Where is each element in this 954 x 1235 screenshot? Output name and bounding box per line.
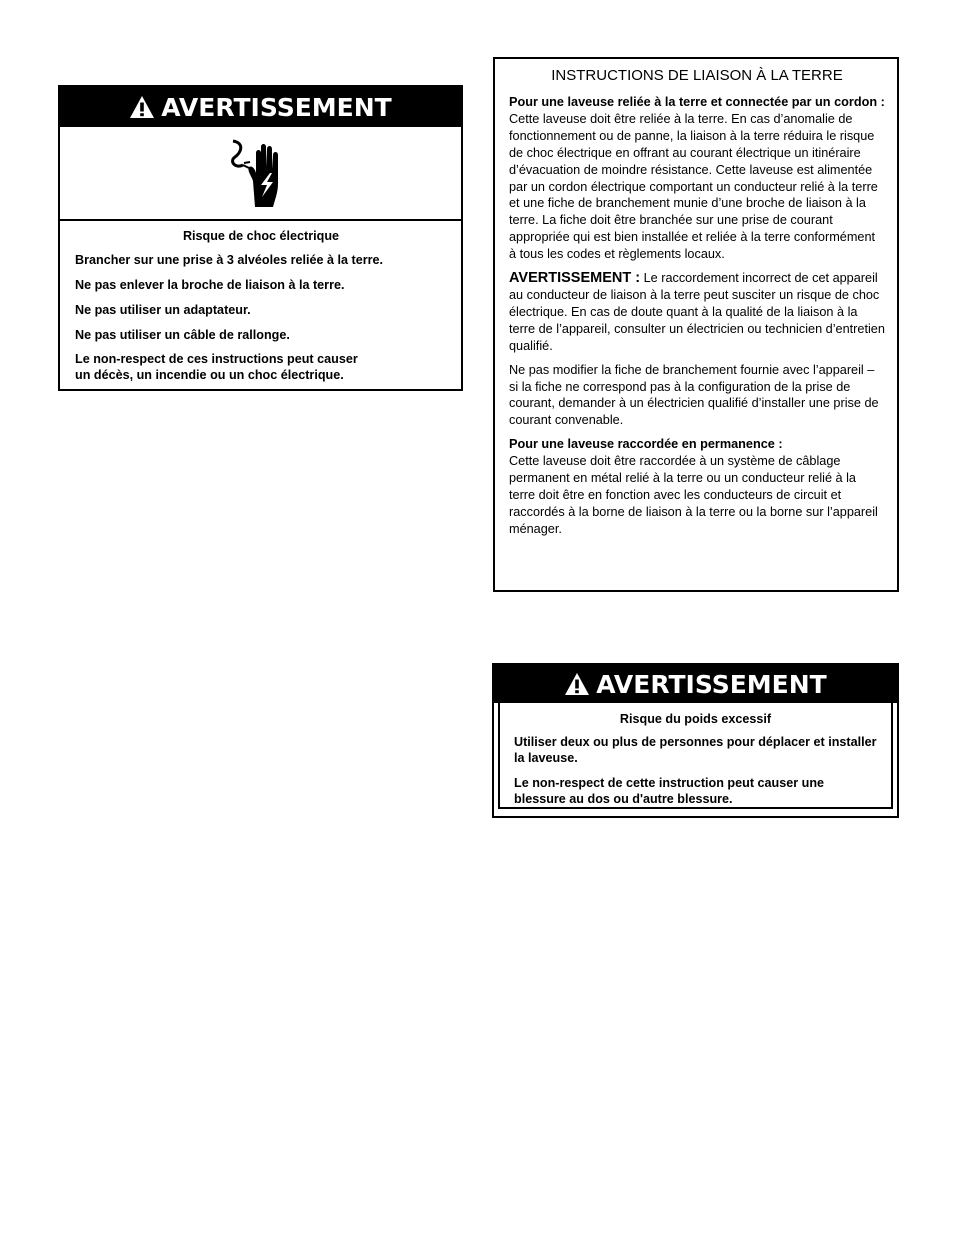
grounding-title: INSTRUCTIONS DE LIAISON À LA TERRE <box>551 67 843 84</box>
instruction-line: Ne pas utiliser un adaptateur. <box>75 303 251 317</box>
warning-triangle-icon <box>129 95 155 119</box>
grounding-instructions-box <box>493 57 899 592</box>
warning-header <box>60 87 461 127</box>
electric-shock-hand-icon <box>225 135 297 211</box>
warning-title: AVERTISSEMENT <box>596 669 827 699</box>
excess-weight-warning-box <box>492 663 899 818</box>
permanent-heading: Pour une laveuse raccordée en permanence : <box>509 437 783 452</box>
hazard-title: Risque du poids excessif <box>619 712 772 726</box>
warning-header <box>494 665 897 703</box>
corded-section <box>509 94 885 263</box>
plug-text: Ne pas modifier la fiche de branchement fournie avec l’appareil – si la fiche ne correspond pas à la configuration de la prise de courant, demander à un électricien qualifié d’installer une prise de courant convenable. <box>509 362 879 428</box>
permanent-section <box>509 436 885 537</box>
hazard-title: Risque de choc électrique <box>182 229 340 243</box>
consequence-line-1: Le non-respect de ces instructions peut causer <box>75 352 358 366</box>
corded-heading: Pour une laveuse reliée à la terre et connectée par un cordon : <box>509 95 885 109</box>
instruction-line: Ne pas utiliser un câble de rallonge. <box>75 328 290 342</box>
icon-area <box>60 127 461 221</box>
corded-text: Cette laveuse doit être reliée à la terre. En cas d’anomalie de fonctionnement ou de panne, la liaison à la terre réduira le risque de choc électrique en offrant au courant électrique un itinéraire d’évacuation de moindre résistance. Cette laveuse est alimentée par un cordon électrique comportant un conducteur relié à la terre et une fiche de branchement munie d’une broche de liaison à la terre. La fiche doit être branchée sur une prise de courant appropriée qui est bien installée et reliée à la terre conformément à tous les codes et règlements locaux. <box>509 111 878 262</box>
instruction-line: Utiliser deux ou plus de personnes pour déplacer et installer la laveuse. <box>514 735 877 765</box>
consequence-text: Le non-respect de cette instruction peut causer une blessure au dos ou d'autre blessure. <box>514 776 825 806</box>
grounding-warning <box>509 270 885 355</box>
permanent-text: Cette laveuse doit être raccordée à un système de câblage permanent en métal relié à la terre ou un conducteur relié à la terre doit être en fonction avec les conducteurs de circuit et raccordés à la borne de liaison à la terre ou la borne sur l’appareil ménager. <box>509 454 878 536</box>
warning-text: Le raccordement incorrect de cet appareil au conducteur de liaison à la terre peut susciter un risque de choc électrique. En cas de doute quant à la qualité de la liaison à la terre de l’appareil, consulter un électricien ou technicien d’entretien qualifié. <box>509 271 885 353</box>
consequence-line-2: un décès, un incendie ou un choc électrique. <box>75 368 344 382</box>
electric-shock-warning-box <box>58 85 463 391</box>
warning-triangle-icon <box>564 672 590 696</box>
instruction-line: Brancher sur une prise à 3 alvéoles reliée à la terre. <box>75 253 384 267</box>
warning-body <box>498 703 893 809</box>
warning-body <box>60 221 461 383</box>
warning-title: AVERTISSEMENT <box>161 92 392 122</box>
consequence-text <box>75 351 447 383</box>
warning-label: AVERTISSEMENT : <box>509 270 641 287</box>
instruction-line: Ne pas enlever la broche de liaison à la terre. <box>75 278 345 292</box>
